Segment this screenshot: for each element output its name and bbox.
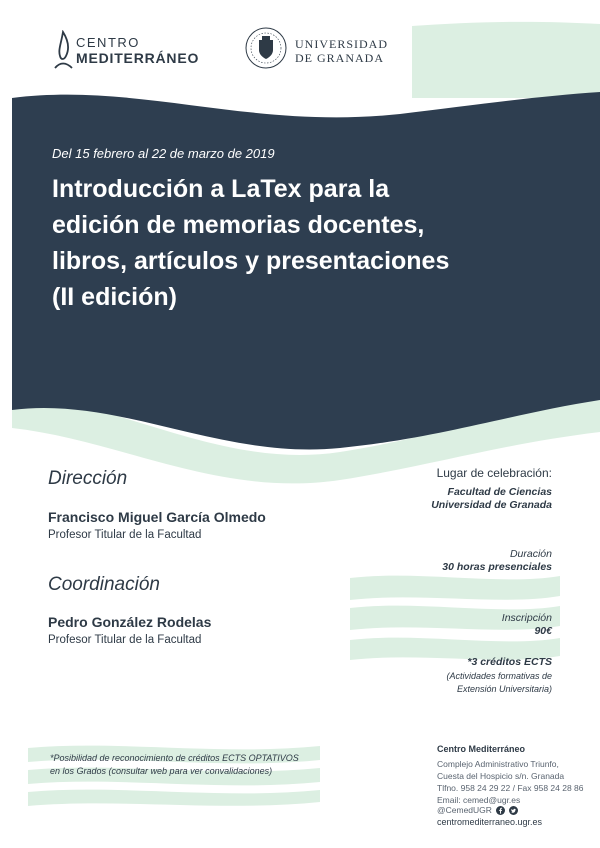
course-title-line: Introducción a LaTex para la [52,175,390,203]
contact-name: Centro Mediterráneo [437,744,526,754]
ects-footnote-line: en los Grados (consultar web para ver convalidaciones) [50,766,273,776]
lugar-line2: Universidad de Granada [431,499,552,511]
coordinacion-heading: Coordinación [48,574,160,595]
flame-icon [52,30,74,70]
inscripcion-label: Inscripción [501,612,552,624]
course-title-line: (II edición) [52,283,177,311]
contact-block [437,743,584,806]
inscripcion-value: 90€ [534,625,552,637]
facebook-icon[interactable] [496,806,505,815]
contact-phone: Tlfno. 958 24 29 22 / Fax 958 24 28 86 [437,783,584,793]
duracion-label: Duración [509,548,552,560]
left-mint-stripe-3 [28,790,320,806]
direccion-heading: Dirección [48,468,128,489]
twitter-icon[interactable] [509,806,518,815]
lugar-label: Lugar de celebración: [436,466,552,480]
creditos-note-line1: (Actividades formativas de [446,671,552,681]
contact-address-line: Complejo Administrativo Triunfo, [437,759,559,769]
logo-cm-line1: CENTRO [76,35,140,50]
logo-cm-line2: MEDITERRÁNEO [76,50,200,66]
universidad-granada-logo [244,26,404,74]
right-mint-stripe-1 [350,576,560,600]
course-dates: Del 15 febrero al 22 de marzo de 2019 [52,146,275,161]
direccion-role: Profesor Titular de la Facultad [48,529,202,541]
course-title-line: libros, artículos y presentaciones [52,247,450,275]
social-row [437,805,518,815]
course-title-line: edición de memorias docentes, [52,211,425,239]
course-title [52,171,572,315]
top-mint-wave [412,22,600,98]
duracion-value: 30 horas presenciales [442,561,552,573]
university-seal-icon [244,26,288,70]
contact-email[interactable]: Email: cemed@ugr.es [437,795,521,805]
ects-footnote-line: *Posibilidad de reconocimiento de créditos ECTS OPTATIVOS [50,753,299,763]
coordinacion-role: Profesor Titular de la Facultad [48,634,202,646]
creditos-ects: *3 créditos ECTS [467,656,552,668]
website-link[interactable]: centromediterraneo.ugr.es [437,817,543,827]
logo-ugr-line2: DE GRANADA [295,51,384,65]
ects-footnote [50,752,299,778]
lugar-line1: Facultad de Ciencias [447,486,552,498]
contact-address-line: Cuesta del Hospicio s/n. Granada [437,771,565,781]
centro-mediterraneo-logo [52,30,222,70]
direccion-name: Francisco Miguel García Olmedo [48,509,266,525]
logo-ugr-line1: UNIVERSIDAD [295,37,388,51]
creditos-note-line2: Extensión Universitaria) [456,684,552,694]
social-handle[interactable]: @CemedUGR [437,805,492,815]
coordinacion-name: Pedro González Rodelas [48,614,212,630]
